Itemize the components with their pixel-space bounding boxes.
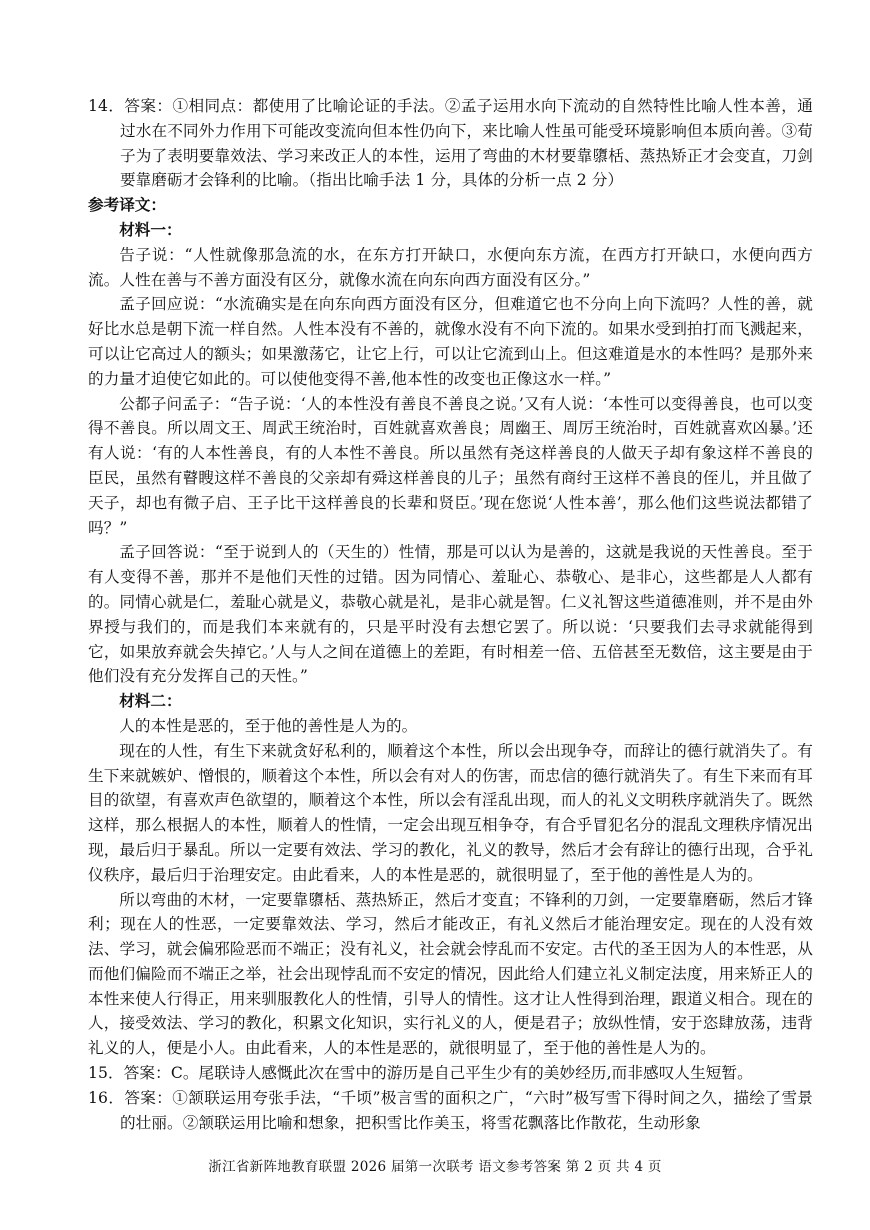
answer-16: 16．答案：①颔联运用夸张手法，“千顷”极言雪的面积之广，“六时”极写雪下得时间之久，描绘了雪景的壮丽。②颔联运用比喻和想象，把积雪比作美玉，将雪花飘落比作散花，生动形象 [88, 1088, 813, 1132]
material-2-paragraph-2: 现在的人性，有生下来就贪好私利的，顺着这个本性，所以会出现争夺，而辞让的德行就消失了。有生下来就嫉妒、憎恨的，顺着这个本性，所以会有对人的伤害，而忠信的德行就消失了。有生下来而有耳目的欲望，有喜欢声色欲望的，顺着这个本性，所以会有淫乱出现，而人的礼义文明秩序就消失了。既然这样，那么根据人的本性，顺着人的性情，一定会出现互相争夺，有合乎冒犯名分的混乱文理秩序情况出现，最后归于暴乱。所以一定要有效法、学习的教化，礼义的教导，然后才会有辞让的德行出现，合乎礼仪秩序，最后归于治理安定。由此看来，人的本性是恶的，就很明显了，至于他的善性是人为的。 [88, 741, 813, 884]
material-1-paragraph-1: 告子说：“人性就像那急流的水，在东方打开缺口，水便向东方流，在西方打开缺口，水便向西方流。人性在善与不善方面没有区分，就像水流在向东向西方面没有区分。” [88, 245, 813, 289]
page-content [88, 94, 813, 1135]
material-1-heading: 材料一： [119, 219, 182, 239]
translation-heading: 参考译文： [88, 195, 166, 215]
material-2-paragraph-1: 人的本性是恶的，至于他的善性是人为的。 [119, 716, 418, 735]
material-1-paragraph-3: 公都子问孟子：“告子说：‘人的本性没有善良不善良之说。’又有人说：‘本性可以变得善良，也可以变得不善良。所以周文王、周武王统治时，百姓就喜欢善良；周幽王、周厉王统治时，百姓就喜欢凶暴。’还有人说：‘有的人本性善良，有的人本性不善良。所以虽然有尧这样善良的人做天子却有象这样不善良的臣民，虽然有瞽瞍这样不善良的父亲却有舜这样善良的儿子；虽然有商纣王这样不善良的侄儿，并且做了天子，却也有微子启、王子比干这样善良的长辈和贤臣。’现在您说‘人性本善’，那么他们这些说法都错了吗？” [88, 394, 813, 537]
answer-15: 15．答案：C。尾联诗人感慨此次在雪中的游历是自己平生少有的美妙经历,而非感叹人生短暂。 [88, 1064, 753, 1083]
material-1-paragraph-4: 孟子回答说：“至于说到人的（天生的）性情，那是可以认为是善的，这就是我说的天性善良。至于有人变得不善，那并不是他们天性的过错。因为同情心、羞耻心、恭敬心、是非心，这些都是人人都有的。同情心就是仁，羞耻心就是义，恭敬心就是礼，是非心就是智。仁义礼智这些道德准则，并不是由外界授与我们的，而是我们本来就有的，只是平时没有去想它罢了。所以说：‘只要我们去寻求就能得到它，如果放弃就会失掉它。’人与人之间在道德上的差距，有时相差一倍、五倍甚至无数倍，这主要是由于他们没有充分发挥自己的天性。” [88, 543, 813, 686]
answer-14: 14．答案：①相同点：都使用了比喻论证的手法。②孟子运用水向下流动的自然特性比喻人性本善，通过水在不同外力作用下可能改变流向但本性仍向下，来比喻人性虽可能受环境影响但本质向善。③荀子为了表明要靠效法、学习来改正人的本性，运用了弯曲的木材要靠隳栝、蒸热矫正才会变直，刀剑要靠磨砺才会锋利的比喻。（指出比喻手法 1 分，具体的分析一点 2 分） [88, 97, 813, 190]
material-1-paragraph-2: 孟子回应说：“水流确实是在向东向西方面没有区分，但难道它也不分向上向下流吗？人性的善，就好比水总是朝下流一样自然。人性本没有不善的，就像水没有不向下流的。如果水受到拍打而飞溅起来，可以让它高过人的额头；如果激荡它，让它上行，可以让它流到山上。但这难道是水的本性吗？是那外来的力量才迫使它如此的。可以使他变得不善,他本性的改变也正像这水一样。” [88, 295, 813, 388]
page-footer: 浙江省新阵地教育联盟 2026 届第一次联考 语文参考答案 第 2 页 共 4 页 [208, 1159, 662, 1175]
material-2-paragraph-3: 所以弯曲的木材，一定要靠隳栝、蒸热矫正，然后才变直；不锋利的刀剑，一定要靠磨砺，然后才锋利；现在人的性恶，一定要靠效法、学习，然后才能改正，有礼义然后才能治理安定。现在的人没有效法、学习，就会偏邪险恶而不端正；没有礼义，社会就会悖乱而不安定。古代的圣王因为人的本性恶，从而他们偏险而不端正之举，社会出现悖乱而不安定的情况，因此给人们建立礼义制定法度，用来矫正人的本性来使人行得正，用来驯服教化人的性情，引导人的情性。这才让人性得到治理，跟道义相合。现在的人，接受效法、学习的教化，积累文化知识，实行礼义的人，便是君子；放纵性情，安于恣肆放荡，违背礼义的人，便是小人。由此看来，人的本性是恶的，就很明显了，至于他的善性是人为的。 [88, 890, 813, 1058]
material-2-heading: 材料二： [119, 691, 182, 711]
